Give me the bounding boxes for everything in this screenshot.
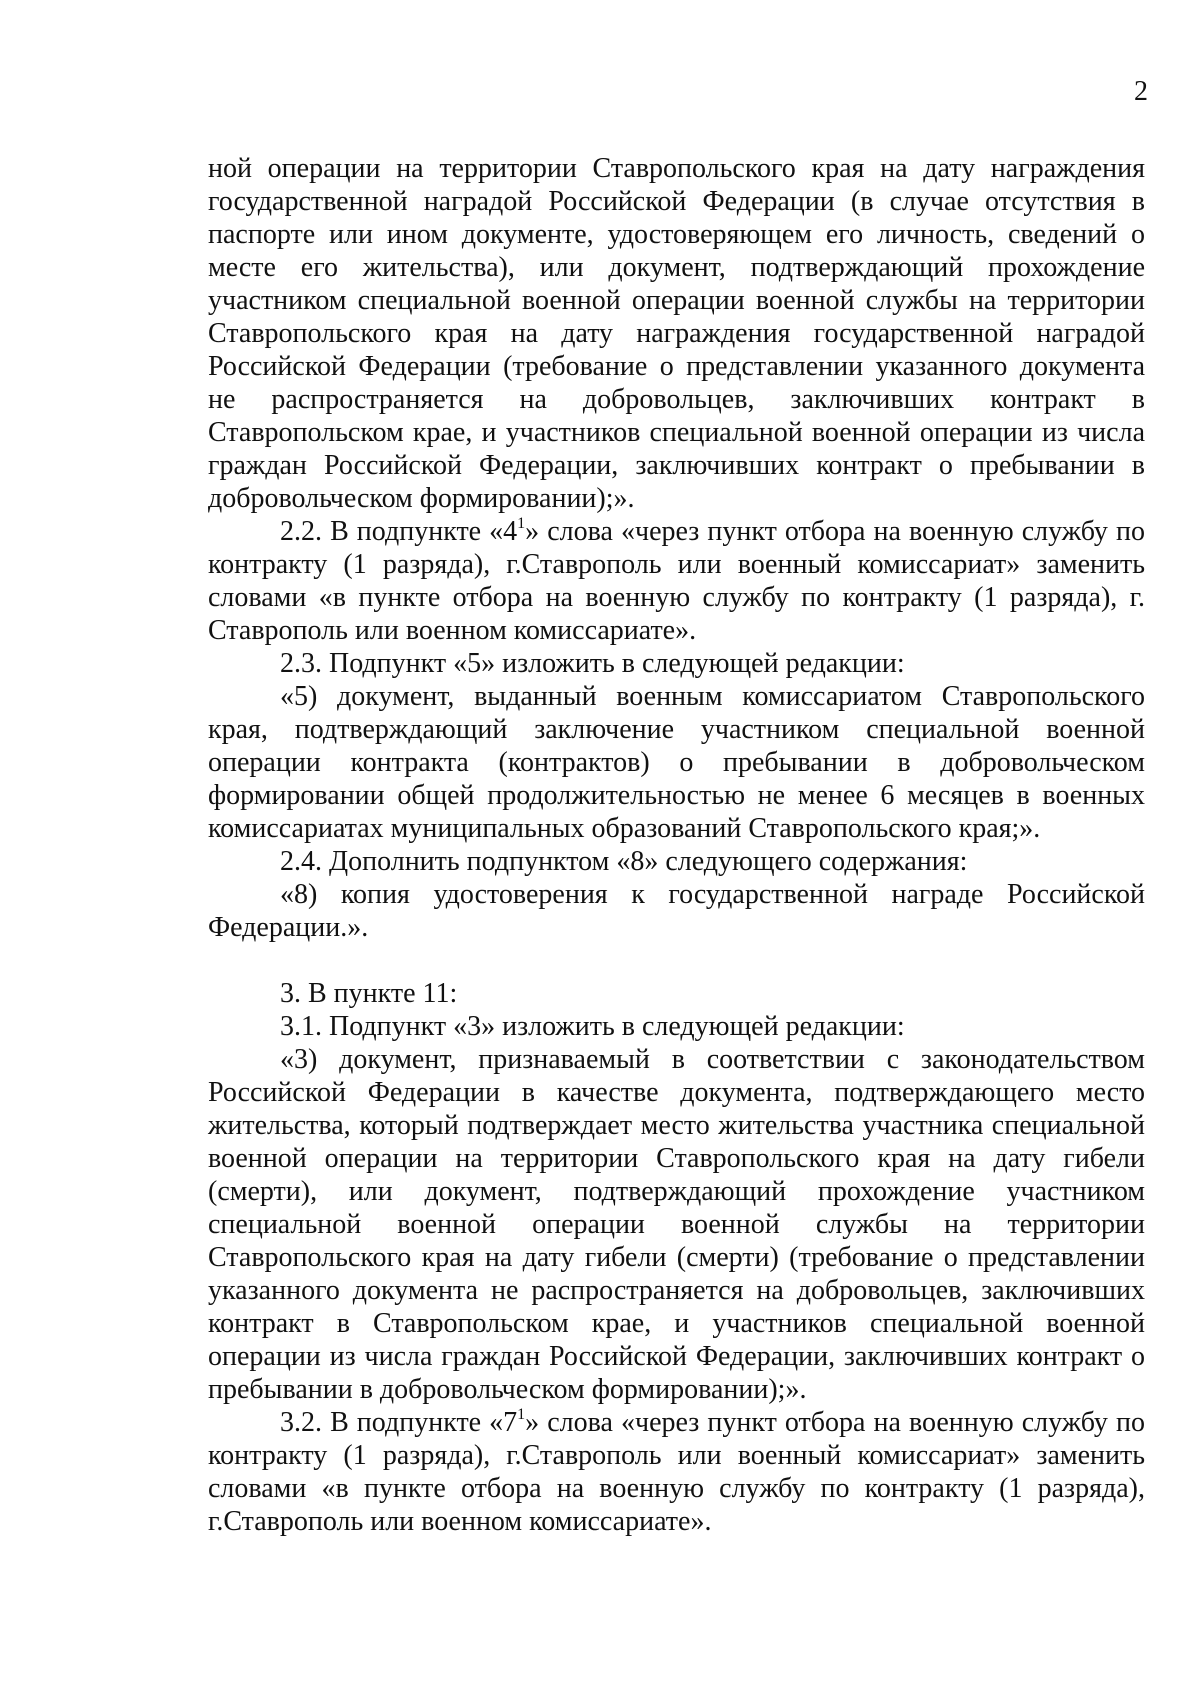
paragraph-2-2-end: » слова «через пункт отбора на военную службу по контракту (1 разряда), г.Ставрополь или военный комиссариат» заменить словами «в пункте отбора на военную службу по контракту (1 разряда), г. Ставрополь или военном комиссариате». [208,516,1145,646]
paragraph-3-2-end: » слова «через пункт отбора на военную службу по контракту (1 разряда), г.Ставрополь или военный комиссариат» заменить словами «в пункте отбора на военную службу по контракту (1 разряда), г.Ставрополь или военном комиссариате». [208,1407,1145,1537]
superscript-1: 1 [517,514,526,532]
paragraph-3: 3. В пункте 11: [280,978,458,1009]
paragraph-continuation: ной операции на территории Ставропольского края на дату награждения государственной наградой Российской Федерации (в случае отсутствия в паспорте или ином документе, удостоверяющем его личность, сведений о месте его жительства), или документ, подтверждающий прохождение участником специальной военной операции военной службы на территории Ставропольского края на дату награждения государственной наградой Российской Федерации (требование о представлении указанного документа не распространяется на добровольцев, заключивших контракт в Ставропольском крае, и участников специальной военной операции из числа граждан Российской Федерации, заключивших контракт о пребывании в добровольческом формировании);». [208,153,1145,514]
paragraph-3-2 [208,1406,1145,1538]
paragraph-subpoint-5: «5) документ, выданный военным комиссариатом Ставропольского края, подтверждающий заключение участником специальной военной операции контракта (контрактов) о пребывании в добровольческом формировании общей продолжительностью не менее 6 месяцев в военных комиссариатах муниципальных образований Ставропольского края;». [208,681,1145,844]
paragraph-2-2 [208,515,1145,647]
document-body [208,152,1145,1538]
paragraph-3-1: 3.1. Подпункт «3» изложить в следующей редакции: [280,1011,905,1042]
paragraph-2-3: 2.3. Подпункт «5» изложить в следующей редакции: [280,648,905,679]
page-number: 2 [1134,76,1148,107]
paragraph-2-4: 2.4. Дополнить подпунктом «8» следующего содержания: [280,846,968,877]
superscript-1: 1 [517,1405,526,1423]
paragraph-3-2-start: 3.2. В подпункте «7 [280,1407,518,1438]
paragraph-subpoint-3: «3) документ, признаваемый в соответствии с законодательством Российской Федерации в качестве документа, подтверждающего место жительства, который подтверждает место жительства участника специальной военной операции на территории Ставропольского края на дату гибели (смерти), или документ, подтверждающий прохождение участником специальной военной операции военной службы на территории Ставропольского края на дату гибели (смерти) (требование о представлении указанного документа не распространяется на добровольцев, заключивших контракт в Ставропольском крае, и участников специальной военной операции из числа граждан Российской Федерации, заключивших контракт о пребывании в добровольческом формировании);». [208,1044,1145,1405]
paragraph-2-2-start: 2.2. В подпункте «4 [280,516,518,547]
paragraph-subpoint-8: «8) копия удостоверения к государственной награде Российской Федерации.». [208,879,1145,943]
